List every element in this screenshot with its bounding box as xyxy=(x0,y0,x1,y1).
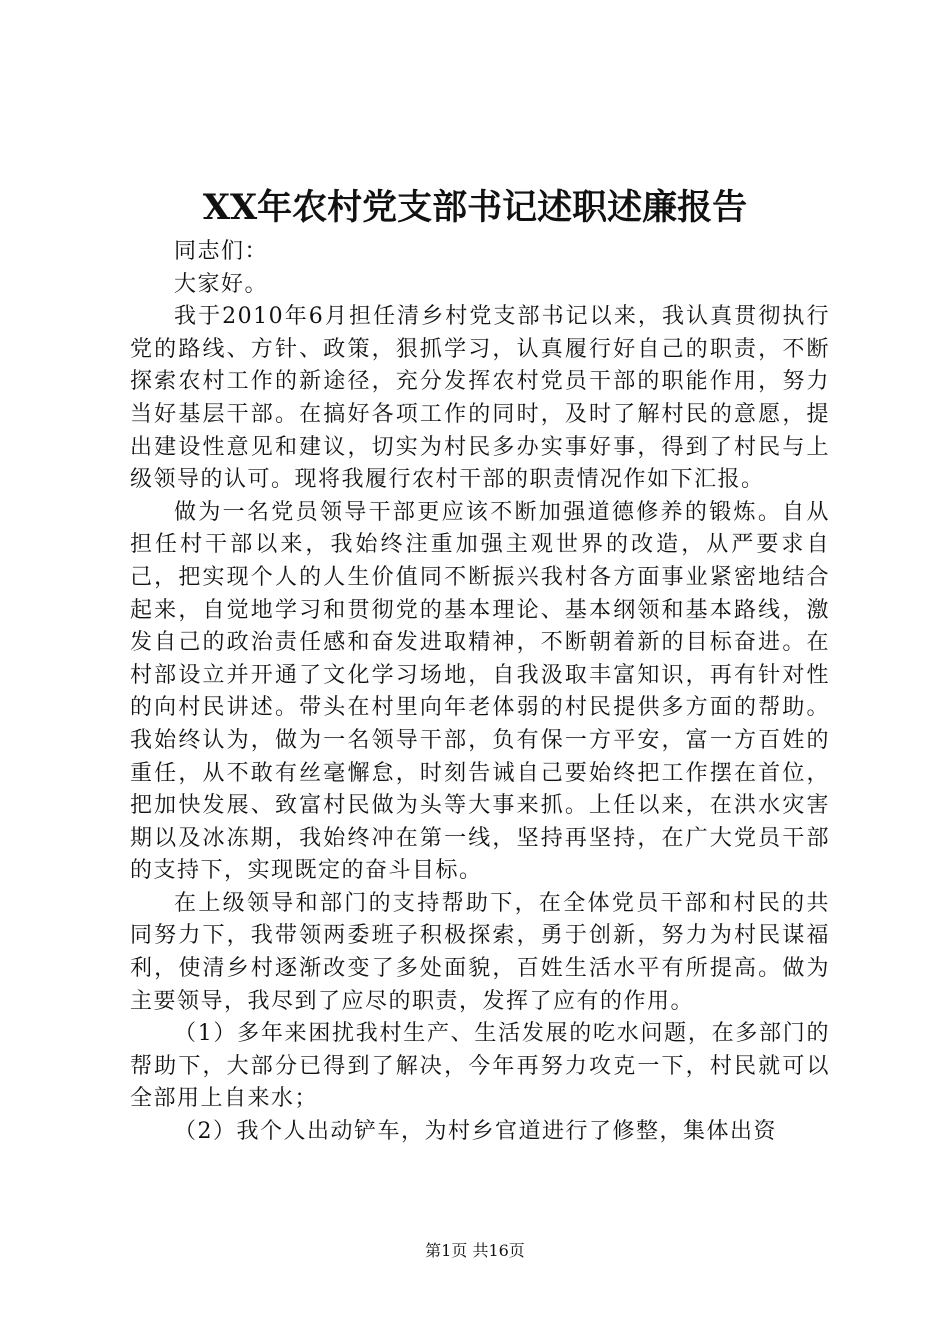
salutation: 同志们： xyxy=(174,239,269,264)
document-body xyxy=(130,236,830,1149)
greeting: 大家好。 xyxy=(174,271,269,297)
paragraph-intro: 我于2010年6月担任清乡村党支部书记以来，我认真贯彻执行党的路线、方针、政策，狠抓学习，认真履行好自己的职责，不断探索农村工作的新途径，充分发挥农村党员干部的职能作用，努力当好基层干部。在搞好各项工作的同时，及时了解村民的意愿，提出建设性意见和建议，切实为村民多办实事好事，得到了村民与上级领导的认可。现将我履行农村干部的职责情况作如下汇报。 xyxy=(130,304,830,493)
paragraph-moral-cultivation: 做为一名党员领导干部更应该不断加强道德修养的锻炼。自从担任村干部以来，我始终注重加强主观世界的改造，从严要求自己，把实现个人的人生价值同不断振兴我村各方面事业紧密地结合起来，自觉地学习和贯彻党的基本理论、基本纲领和基本路线，激发自己的政治责任感和奋发进取精神，不断朝着新的目标奋进。在村部设立并开通了文化学习场地，自我汲取丰富知识，再有针对性的向村民讲述。带头在村里向年老体弱的村民提供多方面的帮助。我始终认为，做为一名领导干部，负有保一方平安，富一方百姓的重任，从不敢有丝毫懈怠，时刻告诫自己要始终把工作摆在首位，把加快发展、致富村民做为头等大事来抓。上任以来，在洪水灾害期以及冰冻期，我始终冲在第一线，坚持再坚持，在广大党员干部的支持下，实现既定的奋斗目标。 xyxy=(130,499,830,884)
list-item-water: （1）多年来困扰我村生产、生活发展的吃水问题，在多部门的帮助下，大部分已得到了解决，今年再努力攻克一下，村民就可以全部用上自来水； xyxy=(130,1021,830,1112)
page-number: 第1页 共16页 xyxy=(425,1241,525,1260)
paragraph-achievements: 在上级领导和部门的支持帮助下，在全体党员干部和村民的共同努力下，我带领两委班子积极探索，勇于创新，努力为村民谋福利，使清乡村逐渐改变了多处面貌，百姓生活水平有所提高。做为主要领导，我尽到了应尽的职责，发挥了应有的作用。 xyxy=(130,890,830,1014)
list-item-road: （2）我个人出动铲车，为村乡官道进行了修整，集体出资 xyxy=(174,1119,777,1145)
document-title: XX年农村党支部书记述职述廉报告 xyxy=(202,187,748,228)
